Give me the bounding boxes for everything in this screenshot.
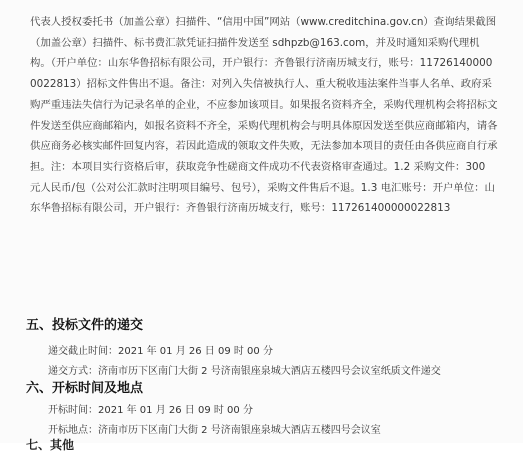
section-6-heading: 六、开标时间及地点 (26, 381, 144, 396)
submission-deadline: 递交截止时间：2021 年 01 月 26 日 09 时 00 分 (48, 346, 273, 357)
procurement-body-paragraph: 代表人授权委托书（加盖公章）扫描件、“信用中国”网站（www.creditchina.gov.cn）查询结果截图（加盖公章）扫描件、标书费汇款凭证扫描件发送至 sdhpzb@163.com，并及时通知采购代理机构。（开户单位：山东华鲁招标有限公司，开户银行：齐鲁银行济南历城支行，账号：117261400000022813）招标文件售出不退。备注：对列入失信被执行人、重大税收违法案件当事人名单、政府采购严重违法失信行为记录名单的企业，不应参加该项目。如果报名资料齐全，采购代理机构会将招标文件发送至供应商邮箱内，如报名资料不齐全，采购代理机构会与明具体原因发送至供应商邮箱内，请各供应商务必核实邮件回复内容，若因此造成的领取文件失败，无法参加本项目的责任由各供应商自行承担。注：本项目实行资格后审，获取竞争性磋商文件成功不代表资格审查通过。1.2 采购文件：300 元人民币/包（公对公汇款时注明项目编号、包号），采购文件售后不退。1.3 电汇账号：开户单位：山东华鲁招标有限公司，开户银行：齐鲁银行济南历城支行，账号：117261400000022813 (30, 16, 498, 215)
section-7-heading-partial: 七、其他 (26, 438, 75, 452)
bid-opening-place: 开标地点：济南市历下区南门大街 2 号济南银座泉城大酒店五楼四号会议室 (48, 425, 381, 436)
bid-opening-time: 开标时间：2021 年 01 月 26 日 09 时 00 分 (48, 405, 253, 416)
submission-method: 递交方式：济南市历下区南门大街 2 号济南银座泉城大酒店五楼四号会议室纸质文件递交 (48, 366, 441, 377)
section-5-heading: 五、投标文件的递交 (26, 318, 144, 333)
